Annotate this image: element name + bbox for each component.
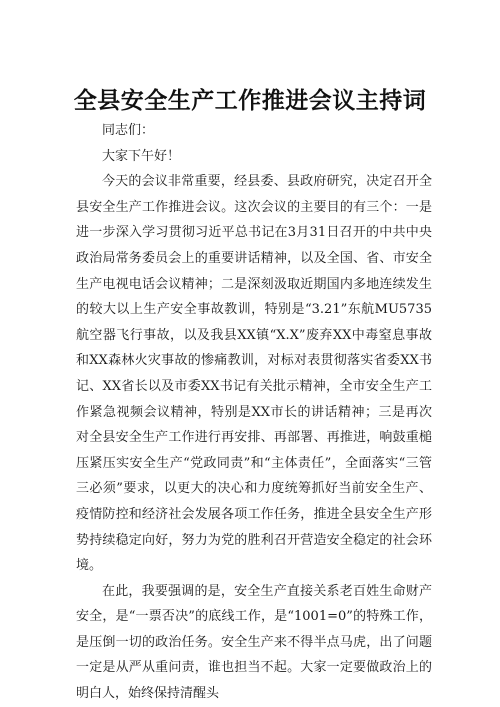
body-paragraph: 今天的会议非常重要，经县委、县政府研究，决定召开全县安全生产工作推进会议。这次会议的主要目的有三个：一是进一步深入学习贯彻习近平总书记在3月31日召开的中共中央政治局常务委员会上的重要讲话精神，以及全国、省、市安全生产电视电话会议精神；二是深刻汲取近期国内多地连续发生的较大以上生产安全事故教训，特别是“3.21”东航MU5735航空器飞行事故，以及我县XX镇“X.X”废弃XX中毒窒息事故和XX森林火灾事故的惨痛教训，对标对表贯彻落实省委XX书记、XX省长以及市委XX书记有关批示精神，全市安全生产工作紧急视频会议精神，特别是XX市长的讲话精神；三是再次对全县安全生产工作进行再安排、再部署、再推进，响鼓重槌压紧压实安全生产“党政同责”和“主体责任”，全面落实“三管三必须”要求，以更大的决心和力度统筹抓好当前安全生产、疫情防控和经济社会发展各项工作任务，推进全县安全生产形势持续稳定向好，努力为党的胜利召开营造安全稳定的社会环境。: [76, 174, 432, 574]
body-paragraph: 在此，我要强调的是，安全生产直接关系老百姓生命财产安全，是“一票否决”的底线工作，是“1001=0”的特殊工作，是压倒一切的政治任务。安全生产来不得半点马虎，出了问题一定是从严从重问责，谁也担当不起。大家一定要做政治上的明白人，始终保持清醒头: [76, 583, 432, 702]
salutation: 同志们：: [102, 123, 155, 138]
greeting: 大家下午好！: [102, 148, 181, 164]
document-body: [76, 118, 432, 707]
document-title: 全县安全生产工作推进会议主持词: [73, 88, 427, 114]
